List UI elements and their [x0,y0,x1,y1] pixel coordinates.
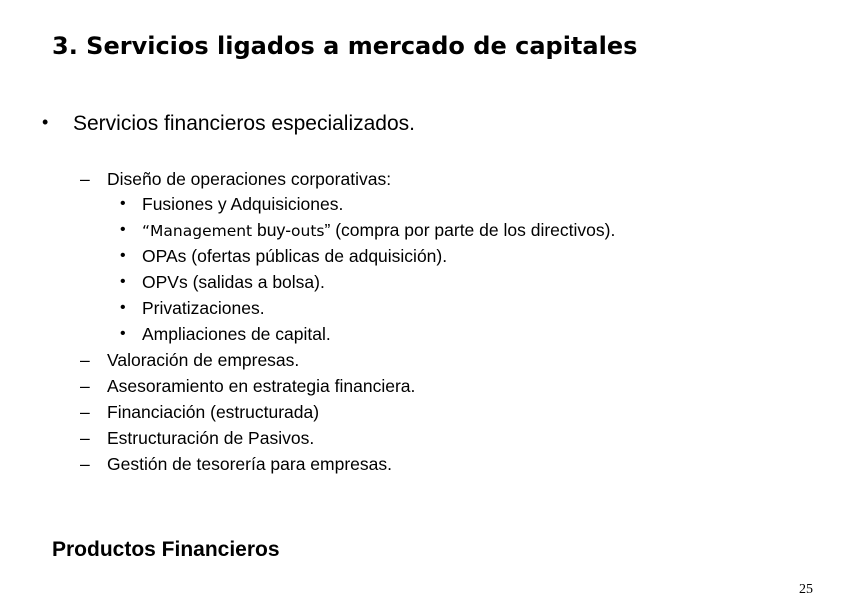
dash-mark: – [80,169,90,189]
bullet-mark: • [120,195,126,212]
dash-mark: – [80,454,90,474]
list-item-text: Valoración de empresas. [107,350,300,370]
bullet-mark: • [120,221,126,238]
bullet-mark: • [120,247,126,264]
list-item-text: Estructuración de Pasivos. [107,428,315,448]
list-item-text: Financiación (estructurada) [107,402,320,422]
dash-mark: – [80,428,90,448]
main-bullet-text: Servicios financieros especializados. [73,112,415,135]
buy-word: buy- [252,220,292,240]
bullet-mark: • [120,273,126,290]
bullet-mark: • [120,325,126,342]
dash-mark: – [80,350,90,370]
dash-mark: – [80,402,90,422]
sub-list-item-text: OPVs (salidas a bolsa). [142,272,325,292]
sub-list-item-text: Privatizaciones. [142,298,265,318]
list-item-text: Asesoramiento en estrategia financiera. [107,376,416,396]
bullet-mark: • [42,112,49,132]
sub-list-item-text [142,218,615,243]
list-item-text: Diseño de operaciones corporativas: [107,169,392,189]
sub-list-item-text: Ampliaciones de capital. [142,324,331,344]
slide-title: 3. Servicios ligados a mercado de capitales [52,32,638,60]
outs-word: outs [291,222,325,240]
page-number: 25 [799,582,813,597]
dash-mark: – [80,376,90,396]
bullet-mark: • [120,299,126,316]
rest-text: ” (compra por parte de los directivos). [324,220,616,240]
list-item-text: Gestión de tesorería para empresas. [107,454,393,474]
sub-list-item-text: Fusiones y Adquisiciones. [142,194,344,214]
sub-list-item-text: OPAs (ofertas públicas de adquisición). [142,246,448,266]
management-word: “Management [142,222,253,240]
footer-heading: Productos Financieros [52,538,280,561]
